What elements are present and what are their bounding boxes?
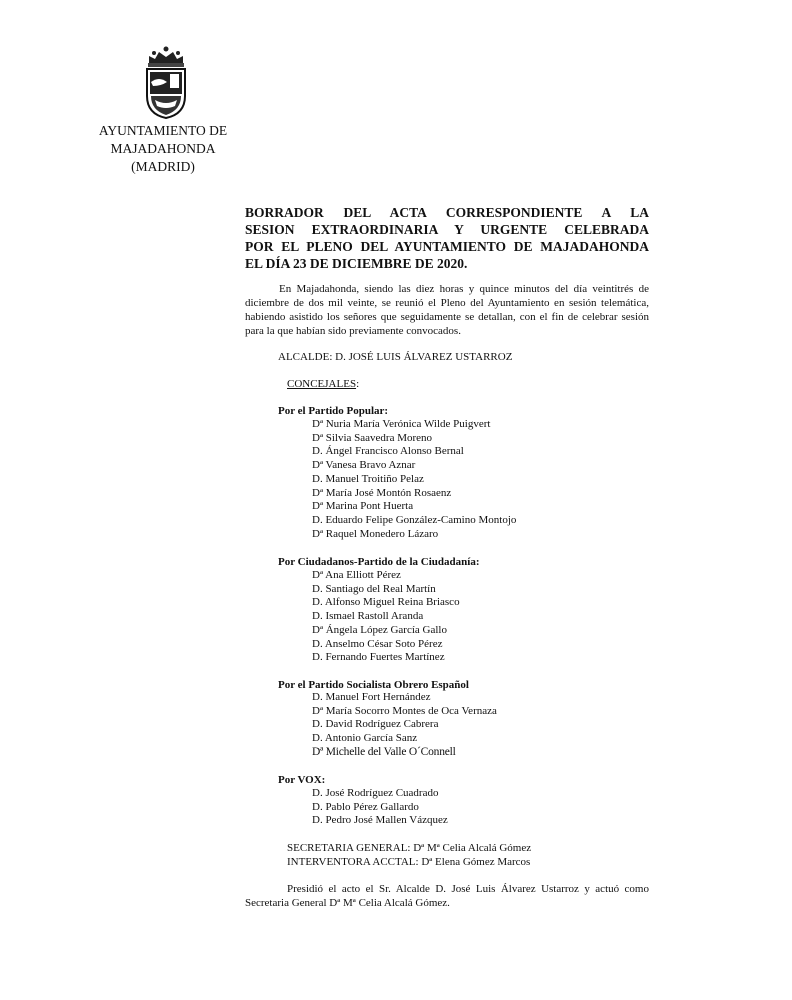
members-list-vox [312,787,448,828]
list-item: D. David Rodríguez Cabrera [312,718,439,731]
list-item: D. Santiago del Real Martín [312,582,436,595]
org-name-line3: (MADRID) [131,159,195,174]
list-item: Dª Raquel Monedero Lázaro [312,527,439,540]
org-name-line1: AYUNTAMIENTO DE [98,123,228,138]
title-line-3: POR EL PLENO DEL AYUNTAMIENTO DE MAJADAHONDA [245,239,649,254]
members-list-psoe [312,691,497,760]
concejales-label: CONCEJALES [287,378,357,390]
list-item: Dª María Socorro Montes de Oca Vernaza [312,704,497,717]
closing-paragraph [245,882,649,910]
intro-paragraph [245,282,649,338]
document-title [245,204,649,272]
list-item: D. Anselmo César Soto Pérez [312,637,443,650]
list-item: D. Pedro José Mallen Vázquez [312,814,448,827]
list-item: D. Ismael Rastoll Aranda [312,610,424,623]
list-item: Dª Ana Elliott Pérez [312,569,401,581]
list-item: D. Manuel Troitiño Pelaz [312,472,424,485]
list-item: D. Pablo Pérez Gallardo [312,800,419,813]
alcalde-line: ALCALDE: D. JOSÉ LUIS ÁLVAREZ USTARROZ [278,351,513,363]
group-heading-pp: Por el Partido Popular: [278,405,389,417]
group-heading-psoe: Por el Partido Socialista Obrero Español [278,679,469,691]
list-item: D. José Rodríguez Cuadrado [312,787,439,799]
concejales-colon: : [356,378,360,390]
list-item: D. Eduardo Felipe González-Camino Montojo [312,513,517,526]
list-item: D. Fernando Fuertes Martínez [312,651,445,664]
concejales-heading [287,377,359,391]
list-item: Dª Vanesa Bravo Aznar [312,459,416,472]
list-item: D. Antonio García Sanz [312,732,418,745]
group-heading-vox: Por VOX: [278,774,326,786]
list-item: Dª Nuria María Verónica Wilde Puigvert [312,418,491,430]
list-item: Dª Ángela López García Gallo [312,623,447,636]
list-item: Dª Marina Pont Huerta [312,500,414,513]
members-list-cs [312,569,460,665]
members-list-pp [312,418,516,541]
list-item: D. Alfonso Miguel Reina Briasco [312,596,460,609]
list-item: Dª Silvia Saavedra Moreno [312,431,433,444]
group-heading-cs: Por Ciudadanos-Partido de la Ciudadanía: [278,556,480,568]
interventora-line: INTERVENTORA ACCTAL: Dª Elena Gómez Marcos [287,856,531,868]
list-item: D. Manuel Fort Hernández [312,691,431,703]
secretaria-line: SECRETARIA GENERAL: Dª Mª Celia Alcalá Gómez [287,842,532,854]
list-item: Dª Michelle del Valle O´Connell [312,745,456,758]
list-item: D. Ángel Francisco Alonso Bernal [312,445,464,458]
title-line-2: SESION EXTRAORDINARIA Y URGENTE CELEBRADA [245,222,649,237]
coat-of-arms-icon [141,44,191,120]
list-item: Dª María José Montón Rosaenz [312,486,452,499]
title-line-1: BORRADOR DEL ACTA CORRESPONDIENTE A LA [245,205,649,220]
intro-text: En Majadahonda, siendo las diez horas y quince minutos del día veintitrés de diciembre de dos mil veinte, se reunió el Pleno del Ayuntamiento en sesión telemática, habiendo asistido los señores que seguidamente se detallan, con el fin de celebrar sesión para la que habían sido previamente convocados. [245,283,649,337]
closing-text: Presidió el acto el Sr. Alcalde D. José Luis Álvarez Ustarroz y actuó como Secretaria General Dª Mª Celia Alcalá Gómez. [245,883,649,909]
title-line-4: EL DÍA 23 DE DICIEMBRE DE 2020. [245,256,468,271]
organization-header [88,122,238,176]
org-name-line2: MAJADAHONDA [110,141,216,156]
